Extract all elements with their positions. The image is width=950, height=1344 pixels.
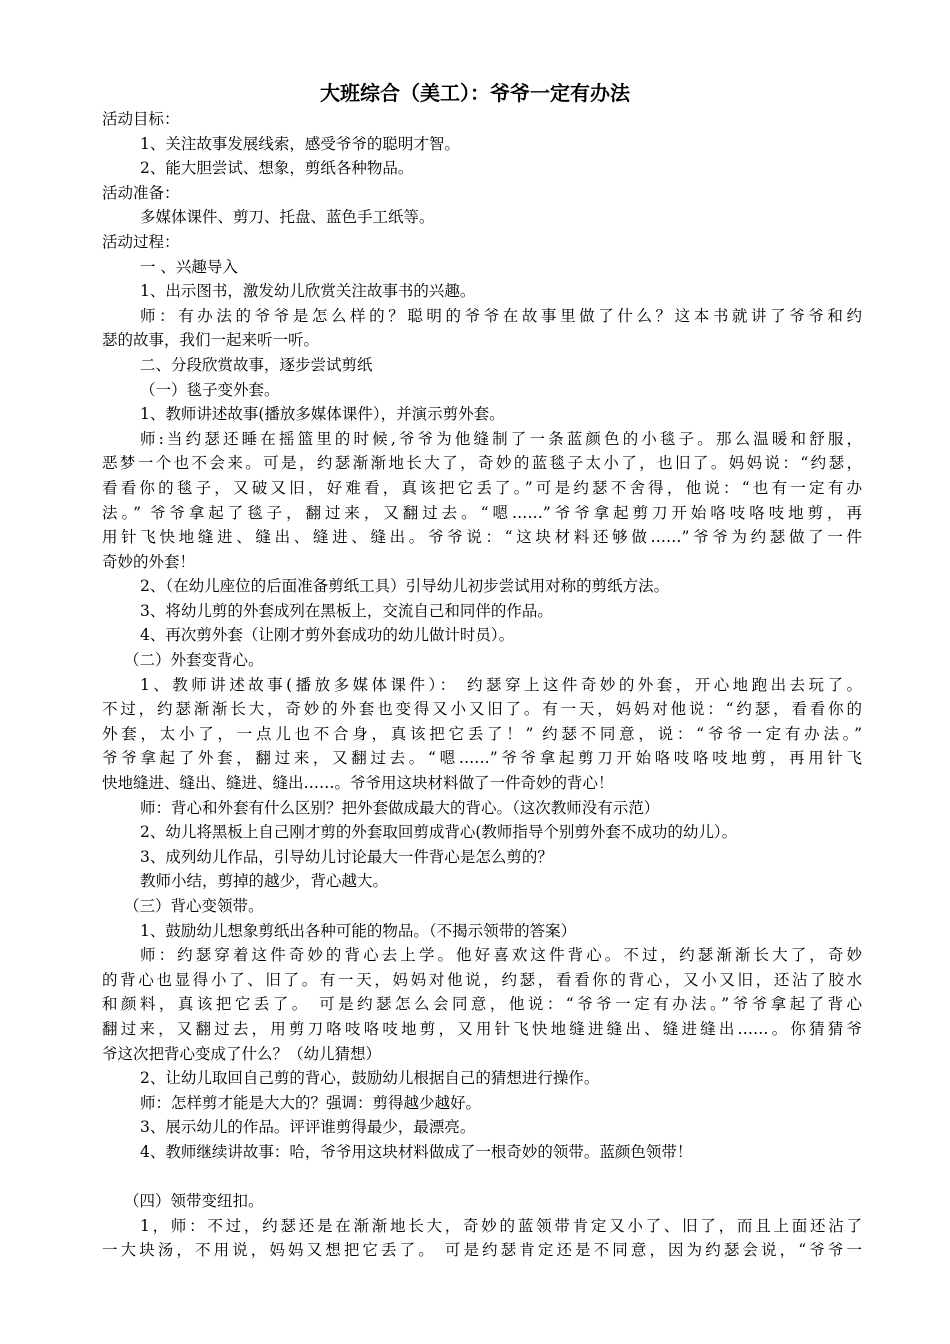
text-line: 和颜料，真该把它丢了。 可是约瑟怎么会同意，他说：“爷爷一定有办法。”爷爷拿起了背心 bbox=[102, 995, 862, 1014]
text-line: 3、展示幼儿的作品。评评谁剪得最少，最漂亮。 bbox=[140, 1118, 476, 1137]
text-line: 1、教师讲述故事(播放多媒体课件）： 约瑟穿上这件奇妙的外套，开心地跑出去玩了。 bbox=[140, 675, 862, 694]
text-line: 1、鼓励幼儿想象剪纸出各种可能的物品。（不揭示领带的答案） bbox=[140, 921, 577, 940]
text-line: 师:当约瑟还睡在摇篮里的时候,爷爷为他缝制了一条蓝颜色的小毯子。那么温暖和舒服， bbox=[140, 429, 862, 448]
text-line: 法。” 爷爷拿起了毯子，翻过来，又翻过去。“嗯……”爷爷拿起剪刀开始咯吱咯吱地剪，再 bbox=[102, 503, 862, 522]
text-line bbox=[102, 1165, 862, 1190]
text-line: 二、分段欣赏故事，逐步尝试剪纸 bbox=[140, 355, 373, 374]
text-line: 师：有办法的爷爷是怎么样的？聪明的爷爷在故事里做了什么？这本书就讲了爷爷和约 bbox=[140, 306, 862, 325]
text-line: 3、成列幼儿作品，引导幼儿讨论最大一件背心是怎么剪的？ bbox=[140, 847, 553, 866]
text-line: 活动目标： bbox=[102, 110, 180, 128]
text-line: 2、幼儿将黑板上自己刚才剪的外套取回剪成背心(教师指导个别剪外套不成功的幼儿）。 bbox=[140, 823, 738, 842]
text-line: 3、将幼儿剪的外套成列在黑板上，交流自己和同伴的作品。 bbox=[140, 601, 553, 620]
text-line: 师：怎样剪才能是大大的？强调：剪得越少越好。 bbox=[140, 1093, 482, 1112]
text-line: 4、教师继续讲故事：哈，爷爷用这块材料做成了一根奇妙的领带。蓝颜色领带！ bbox=[140, 1142, 693, 1161]
document-title: 大班综合（美工）：爷爷一定有办法 bbox=[320, 81, 630, 105]
text-line: 2、（在幼儿座位的后面准备剪纸工具）引导幼儿初步尝试用对称的剪纸方法。 bbox=[140, 577, 670, 596]
text-line: 瑟的故事，我们一起来听一听。 bbox=[102, 331, 320, 350]
text-line: （三）背心变领带。 bbox=[124, 897, 264, 915]
text-line: 2、能大胆尝试、想象，剪纸各种物品。 bbox=[140, 159, 414, 178]
text-line: 的背心也显得小了、旧了。有一天，妈妈对他说，约瑟，看看你的背心，又小又旧，还沾了胶水 bbox=[102, 970, 862, 989]
text-line: 快地缝进、缝出、缝进、缝出……。爷爷用这块材料做了一件奇妙的背心！ bbox=[102, 774, 614, 793]
text-line: 爷这次把背心变成了什么？（幼儿猜想） bbox=[102, 1044, 382, 1063]
text-line: 教师小结，剪掉的越少，背心越大。 bbox=[140, 872, 389, 891]
text-line: 师：约瑟穿着这件奇妙的背心去上学。他好喜欢这件背心。不过，约瑟渐渐长大了，奇妙 bbox=[140, 946, 862, 965]
text-line: 用针飞快地缝进、缝出、缝进、缝出。爷爷说：“这块材料还够做……”爷爷为约瑟做了一件 bbox=[102, 528, 862, 547]
text-line: （四）领带变纽扣。 bbox=[124, 1192, 264, 1211]
text-line: 活动准备： bbox=[102, 183, 180, 202]
text-line: 师：背心和外套有什么区别？把外套做成最大的背心。（这次教师没有示范） bbox=[140, 798, 660, 817]
text-line: 1、教师讲述故事(播放多媒体课件），并演示剪外套。 bbox=[140, 405, 505, 424]
text-line: 不过，约瑟渐渐长大，奇妙的外套也变得又小又旧了。有一天，妈妈对他说：“约瑟，看看你的 bbox=[102, 700, 862, 719]
text-line: 1、出示图书，激发幼儿欣赏关注故事书的兴趣。 bbox=[140, 282, 476, 301]
document-body bbox=[102, 107, 862, 1263]
text-line: 恶梦一个也不会来。可是，约瑟渐渐地长大了，奇妙的蓝毯子太小了，也旧了。妈妈说：“约瑟， bbox=[102, 454, 862, 473]
text-line: （一）毯子变外套。 bbox=[140, 380, 280, 399]
text-line: 奇妙的外套！ bbox=[102, 552, 196, 571]
text-line: 1，师：不过，约瑟还是在渐渐地长大，奇妙的蓝领带肯定又小了、旧了，而且上面还沾了 bbox=[140, 1216, 862, 1235]
text-line: 活动过程： bbox=[102, 232, 180, 251]
text-line: 看看你的毯子，又破又旧，好难看，真该把它丢了。”可是约瑟不舍得，他说：“也有一定有办 bbox=[102, 478, 862, 497]
text-line: 外套，太小了，一点儿也不合身，真该把它丢了！” 约瑟不同意，说：“爷爷一定有办法。” bbox=[102, 724, 862, 743]
text-line: 一大块汤，不用说，妈妈又想把它丢了。 可是约瑟肯定还是不同意，因为约瑟会说，“爷爷一 bbox=[102, 1241, 862, 1260]
text-line: 2、让幼儿取回自己剪的背心，鼓励幼儿根据自己的猜想进行操作。 bbox=[140, 1069, 600, 1088]
text-line: 爷爷拿起了外套，翻过来，又翻过去。“嗯……”爷爷拿起剪刀开始咯吱咯吱地剪，再用针飞 bbox=[102, 749, 862, 768]
text-line: 4、再次剪外套（让刚才剪外套成功的幼儿做计时员）。 bbox=[140, 626, 515, 645]
text-line: 1、关注故事发展线索，感受爷爷的聪明才智。 bbox=[140, 134, 460, 153]
text-line: （二）外套变背心。 bbox=[124, 651, 264, 670]
text-line: 翻过来，又翻过去，用剪刀咯吱咯吱地剪，又用针飞快地缝进缝出、缝进缝出……。你猜猜爷 bbox=[102, 1019, 862, 1038]
text-line: 一 、兴趣导入 bbox=[140, 257, 238, 276]
text-line: 多媒体课件、剪刀、托盘、蓝色手工纸等。 bbox=[140, 208, 435, 227]
